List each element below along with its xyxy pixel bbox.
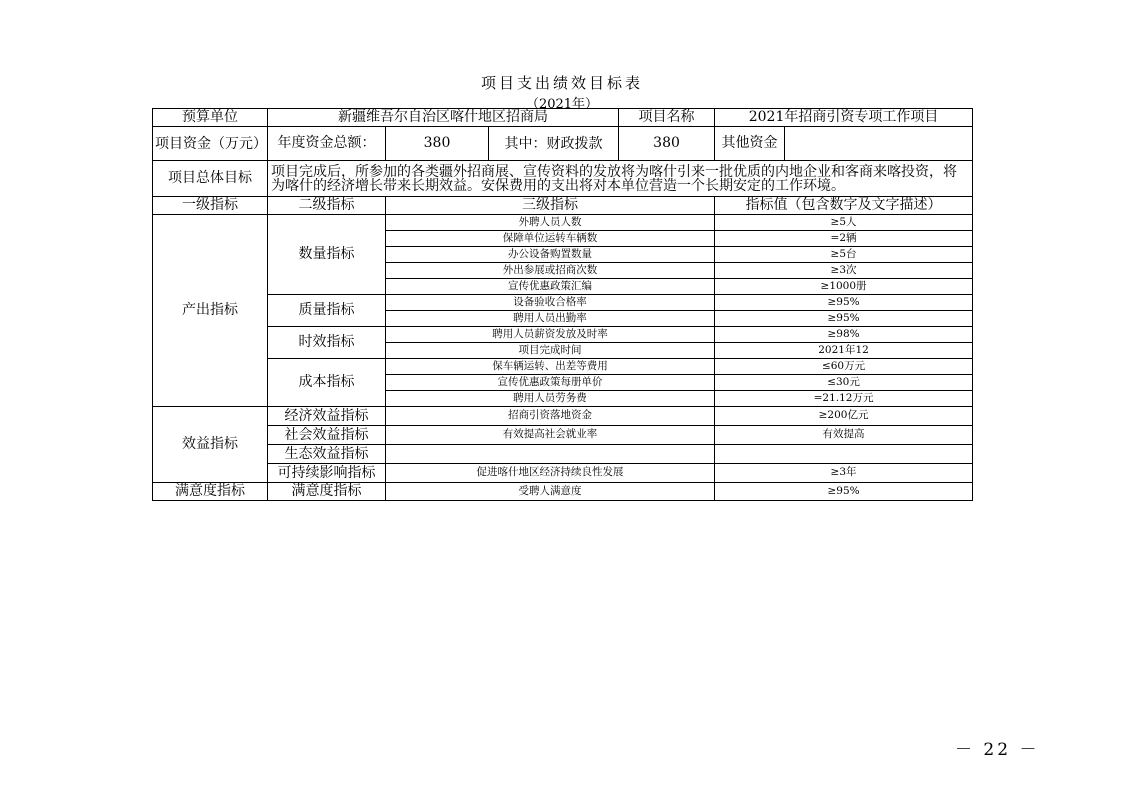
indicator-name: 招商引资落地资金 (386, 407, 715, 426)
column-header-row (153, 197, 973, 215)
indicator-name: 办公设备购置数量 (386, 247, 715, 263)
annual-total-label: 年度资金总额： (268, 127, 386, 161)
output-indicator-label: 产出指标 (153, 215, 268, 407)
table-row (153, 483, 973, 501)
indicator-value: ≥200亿元 (715, 407, 973, 426)
indicator-value: ≥5台 (715, 247, 973, 263)
value-header: 指标值（包含数字及文字描述） (715, 197, 973, 215)
table-row (153, 464, 973, 483)
overall-goal-text: 项目完成后，所参加的各类疆外招商展、宣传资料的发放将为喀什引来一批优质的内地企业和客商来喀投资，将为喀什的经济增长带来长期效益。安保费用的支出将对本单位营造一个长期安定的工作环境。 (268, 161, 973, 197)
indicator-value: =21.12万元 (715, 391, 973, 407)
indicator-name (386, 445, 715, 464)
level2-header: 二级指标 (268, 197, 386, 215)
indicator-value: ≥3次 (715, 263, 973, 279)
level1-header: 一级指标 (153, 197, 268, 215)
indicator-name: 外出参展或招商次数 (386, 263, 715, 279)
indicator-value: ≤30元 (715, 375, 973, 391)
indicator-name: 宣传优惠政策每册单价 (386, 375, 715, 391)
budget-unit-row (153, 109, 973, 127)
fiscal-value: 380 (619, 127, 715, 161)
indicator-value: ≥3年 (715, 464, 973, 483)
indicator-name: 聘用人员薪资发放及时率 (386, 327, 715, 343)
table-row (153, 407, 973, 426)
funds-row (153, 127, 973, 161)
indicator-value: ≥1000册 (715, 279, 973, 295)
budget-unit-value: 新疆维吾尔自治区喀什地区招商局 (268, 109, 619, 127)
indicator-name: 保障单位运转车辆数 (386, 231, 715, 247)
performance-target-table (152, 108, 973, 501)
quality-indicator-label: 质量指标 (268, 295, 386, 327)
table-row (153, 215, 973, 231)
indicator-name: 聘用人员劳务费 (386, 391, 715, 407)
table-row (153, 426, 973, 445)
economic-benefit-label: 经济效益指标 (268, 407, 386, 426)
indicator-value: 有效提高 (715, 426, 973, 445)
overall-goal-row (153, 161, 973, 197)
indicator-value: =2辆 (715, 231, 973, 247)
document-year: （2021年） (525, 97, 599, 112)
ecological-benefit-label: 生态效益指标 (268, 445, 386, 464)
indicator-value (715, 445, 973, 464)
overall-goal-label: 项目总体目标 (153, 161, 268, 197)
indicator-name: 有效提高社会就业率 (386, 426, 715, 445)
indicator-name: 设备验收合格率 (386, 295, 715, 311)
indicator-name: 项目完成时间 (386, 343, 715, 359)
table-row (153, 327, 973, 343)
page-number: － 22 － (955, 740, 1040, 760)
indicator-value: ≥95% (715, 295, 973, 311)
social-benefit-label: 社会效益指标 (268, 426, 386, 445)
benefit-indicator-label: 效益指标 (153, 407, 268, 483)
level3-header: 三级指标 (386, 197, 715, 215)
indicator-name: 促进喀什地区经济持续良性发展 (386, 464, 715, 483)
indicator-value: ≥95% (715, 483, 973, 501)
document-title: 项目支出绩效目标表 (480, 74, 643, 92)
satisfaction-sub-label: 满意度指标 (268, 483, 386, 501)
fiscal-label: 其中：财政拨款 (489, 127, 619, 161)
quantity-indicator-label: 数量指标 (268, 215, 386, 295)
other-funds-value (785, 127, 973, 161)
indicator-value: 2021年12 (715, 343, 973, 359)
indicator-value: ≥95% (715, 311, 973, 327)
sustainable-impact-label: 可持续影响指标 (268, 464, 386, 483)
project-name-label: 项目名称 (619, 109, 715, 127)
table-row (153, 295, 973, 311)
indicator-name: 外聘人员人数 (386, 215, 715, 231)
indicator-value: ≥5人 (715, 215, 973, 231)
timeliness-indicator-label: 时效指标 (268, 327, 386, 359)
indicator-name: 宣传优惠政策汇编 (386, 279, 715, 295)
funds-label: 项目资金（万元） (153, 127, 268, 161)
indicator-name: 保车辆运转、出差等费用 (386, 359, 715, 375)
cost-indicator-label: 成本指标 (268, 359, 386, 407)
indicator-value: ≤60万元 (715, 359, 973, 375)
indicator-value: ≥98% (715, 327, 973, 343)
other-funds-label: 其他资金 (715, 127, 785, 161)
budget-unit-label: 预算单位 (153, 109, 268, 127)
satisfaction-indicator-label: 满意度指标 (153, 483, 268, 501)
indicator-name: 受聘人满意度 (386, 483, 715, 501)
project-name-value: 2021年招商引资专项工作项目 (715, 109, 973, 127)
annual-total-value: 380 (386, 127, 489, 161)
table-row (153, 359, 973, 375)
table-row (153, 445, 973, 464)
indicator-name: 聘用人员出勤率 (386, 311, 715, 327)
